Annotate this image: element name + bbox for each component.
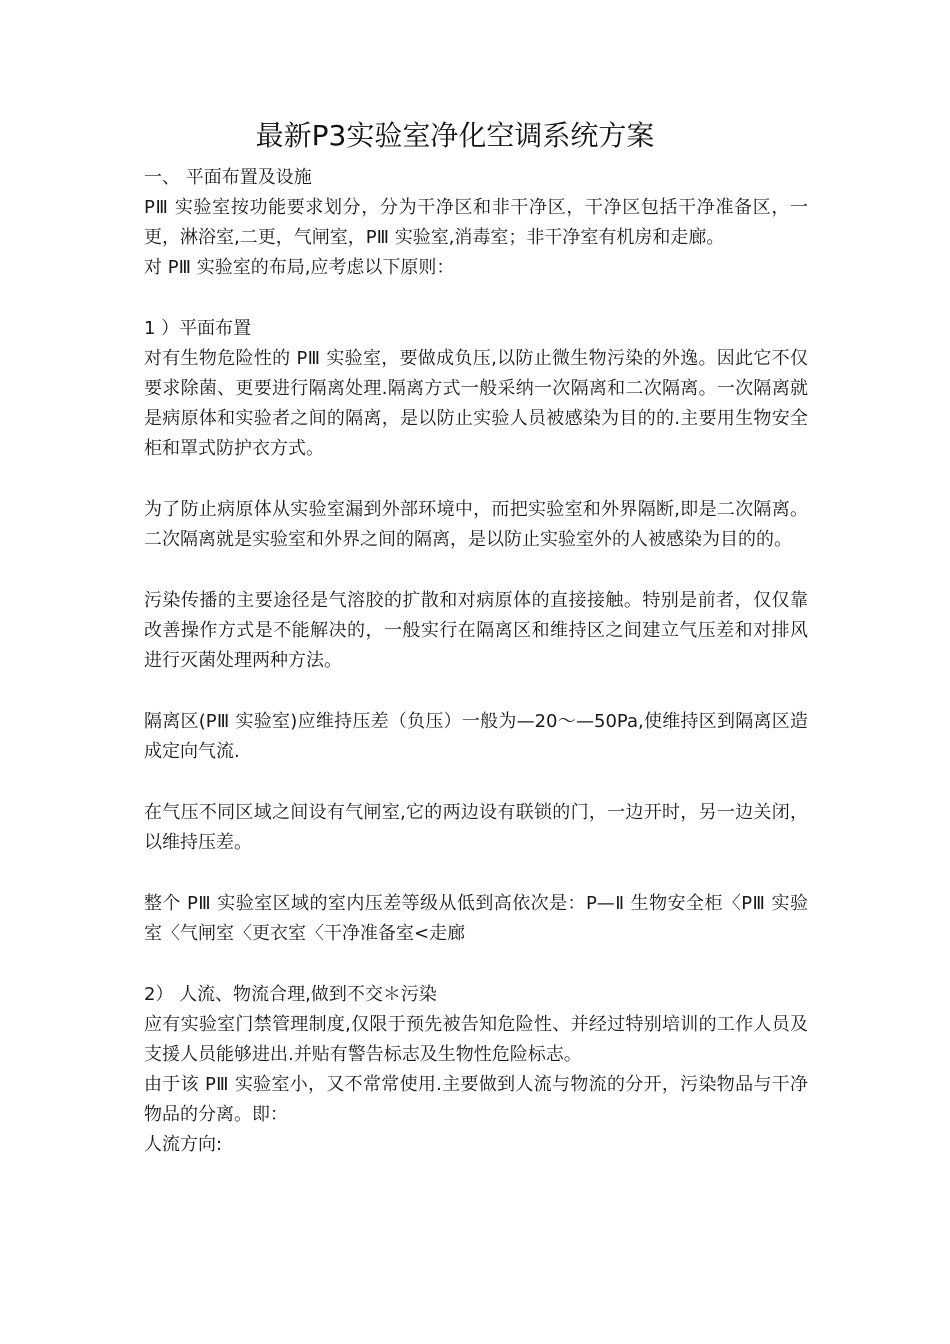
blank-line [144, 464, 808, 495]
blank-line [144, 858, 808, 889]
blank-line [144, 949, 808, 980]
blank-line [144, 767, 808, 798]
blank-line [144, 676, 808, 707]
document-title: 最新P3实验室净化空调系统方案 [255, 119, 655, 152]
paragraph: 隔离区(PⅢ 实验室)应维持压差（负压）一般为—20～—50Pa,使维持区到隔离区造成定向气流. [144, 711, 808, 762]
paragraph: 对 PⅢ 实验室的布局,应考虑以下原则： [144, 257, 455, 278]
document-body [144, 163, 808, 1160]
section-heading: 一、 平面布置及设施 [144, 167, 312, 188]
paragraph: 为了防止病原体从实验室漏到外部环境中，而把实验室和外界隔断,即是二次隔离。二次隔离就是实验室和外界之间的隔离，是以防止实验室外的人被感染为目的的。 [144, 499, 808, 550]
paragraph: 对有生物危险性的 PⅢ 实验室，要做成负压,以防止微生物污染的外逸。因此它不仅要求除菌、更要进行隔离处理.隔离方式一般采纳一次隔离和二次隔离。一次隔离就是病原体和实验者之间的隔离，是以防止实验人员被感染为目的的.主要用生物安全柜和罩式防护衣方式。 [144, 348, 808, 459]
paragraph: 应有实验室门禁管理制度,仅限于预先被告知危险性、并经过特别培训的工作人员及支援人员能够进出.并贴有警告标志及生物性危险标志。 [144, 1014, 808, 1065]
subsection-heading: 2） 人流、物流合理,做到不交＊污染 [144, 984, 437, 1005]
paragraph: PⅢ 实验室按功能要求划分，分为干净区和非干净区，干净区包括干净准备区，一更，淋浴室,二更，气闸室，PⅢ 实验室,消毒室；非干净室有机房和走廊。 [144, 197, 808, 248]
subsection-heading: 1 ）平面布置 [144, 318, 252, 339]
paragraph: 在气压不同区域之间设有气闸室,它的两边设有联锁的门，一边开时，另一边关闭，以维持压差。 [144, 802, 808, 853]
paragraph: 污染传播的主要途径是气溶胶的扩散和对病原体的直接接触。特别是前者，仅仅靠改善操作方式是不能解决的，一般实行在隔离区和维持区之间建立气压差和对排风进行灭菌处理两种方法。 [144, 590, 808, 671]
paragraph: 由于该 PⅢ 实验室小，又不常常使用.主要做到人流与物流的分开，污染物品与干净物品的分离。即： [144, 1074, 808, 1125]
paragraph: 整个 PⅢ 实验室区域的室内压差等级从低到高依次是：P—Ⅱ 生物安全柜〈PⅢ 实验室〈气闸室〈更衣室〈干净准备室<走廊 [144, 893, 808, 944]
blank-line [144, 283, 808, 314]
blank-line [144, 555, 808, 586]
paragraph: 人流方向: [144, 1134, 223, 1155]
